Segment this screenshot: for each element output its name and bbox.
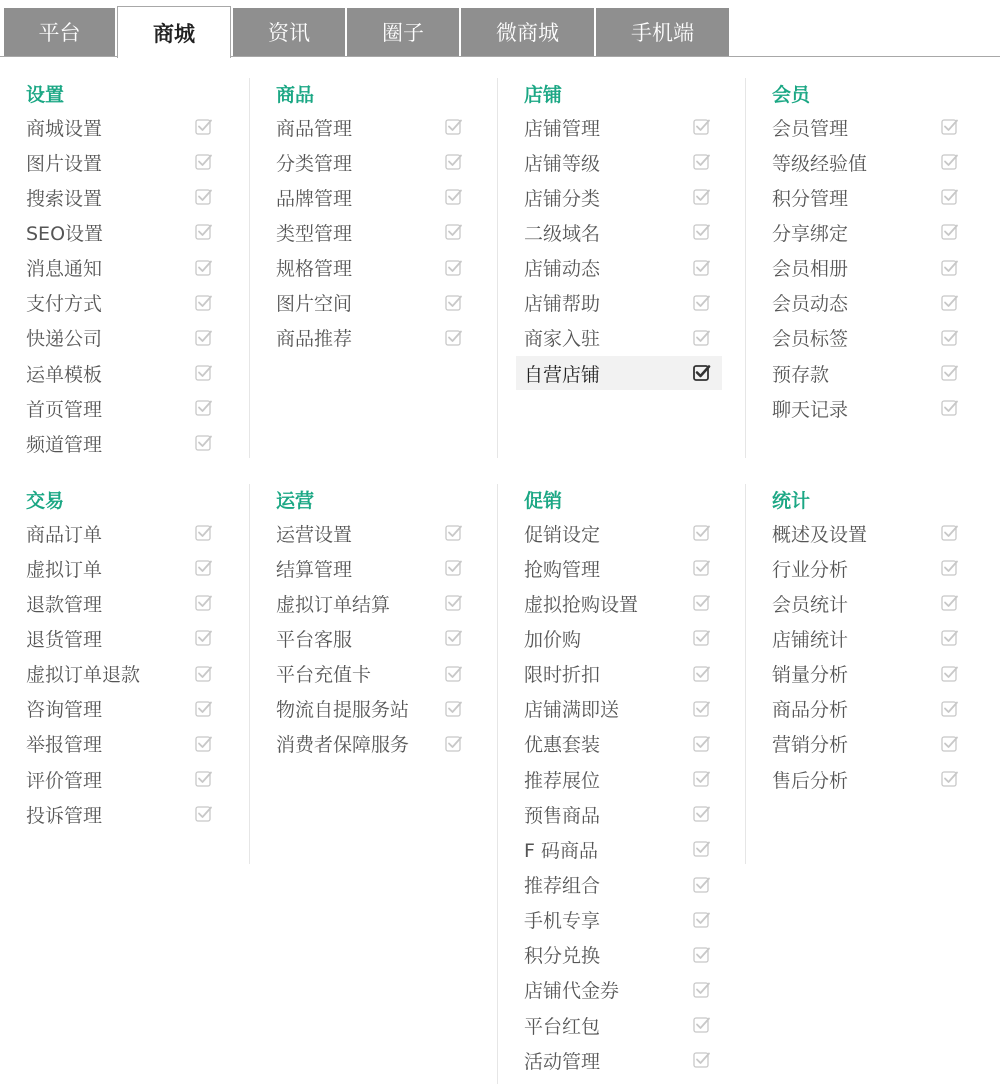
checkbox-check-icon[interactable] <box>444 258 464 278</box>
checkbox-check-icon[interactable] <box>444 734 464 754</box>
permission-label: 活动管理 <box>524 1050 601 1073</box>
permission-item[interactable] <box>268 286 474 320</box>
permission-label: 首页管理 <box>26 398 103 421</box>
permission-label: 限时折扣 <box>524 664 601 687</box>
permission-item[interactable] <box>18 762 224 796</box>
permission-item[interactable] <box>18 692 224 726</box>
permission-item[interactable] <box>516 903 722 937</box>
permission-label: 店铺帮助 <box>524 293 601 316</box>
permission-item[interactable] <box>268 215 474 249</box>
checkbox-check-icon[interactable] <box>194 593 214 613</box>
permission-label: 类型管理 <box>276 222 353 245</box>
checkbox-check-icon[interactable] <box>940 769 960 789</box>
permission-label: 消息通知 <box>26 258 103 281</box>
permission-label: 退货管理 <box>26 628 103 651</box>
permission-label: 加价购 <box>524 628 582 651</box>
permission-label: 快递公司 <box>26 328 103 351</box>
permission-item[interactable] <box>18 426 224 460</box>
permission-item[interactable] <box>516 657 722 691</box>
checkbox-check-icon[interactable] <box>194 363 214 383</box>
permission-item[interactable] <box>764 180 970 214</box>
permission-item[interactable] <box>516 110 722 144</box>
checkbox-check-icon[interactable] <box>940 398 960 418</box>
permission-item[interactable] <box>516 832 722 866</box>
permission-label: 预售商品 <box>524 804 601 827</box>
permission-label: 等级经验值 <box>772 152 868 175</box>
permission-item[interactable] <box>764 286 970 320</box>
section-store <box>497 78 746 458</box>
permission-item[interactable] <box>18 516 224 550</box>
permission-label: 售后分析 <box>772 769 849 792</box>
permission-label: 消费者保障服务 <box>276 734 410 757</box>
permission-label: 积分兑换 <box>524 945 601 968</box>
checkbox-check-icon[interactable] <box>194 328 214 348</box>
permission-item[interactable] <box>516 1043 722 1077</box>
checkbox-check-icon[interactable] <box>692 875 712 895</box>
permission-item[interactable] <box>268 145 474 179</box>
permission-item[interactable] <box>18 215 224 249</box>
permission-item[interactable] <box>268 727 474 761</box>
permission-item[interactable] <box>764 215 970 249</box>
section-title: 运营 <box>276 490 315 512</box>
permission-item[interactable] <box>764 391 970 425</box>
permission-item[interactable] <box>516 251 722 285</box>
permission-label: 营销分析 <box>772 734 849 757</box>
checkbox-check-icon[interactable] <box>692 945 712 965</box>
checkbox-check-icon[interactable] <box>444 293 464 313</box>
permission-item[interactable] <box>18 321 224 355</box>
checkbox-check-icon[interactable] <box>444 328 464 348</box>
permission-item[interactable] <box>516 215 722 249</box>
permission-label: 店铺代金券 <box>524 980 620 1003</box>
section-promotion <box>497 484 746 1084</box>
section-title: 店铺 <box>524 84 563 106</box>
checkbox-check-icon[interactable] <box>194 433 214 453</box>
checkbox-check-icon[interactable] <box>194 523 214 543</box>
permission-item[interactable] <box>18 586 224 620</box>
checkbox-check-icon[interactable] <box>444 523 464 543</box>
permission-label: 运营设置 <box>276 523 353 546</box>
checkbox-check-icon[interactable] <box>194 734 214 754</box>
permission-label: 虚拟订单 <box>26 558 103 581</box>
checkbox-check-icon[interactable] <box>692 910 712 930</box>
checkbox-check-icon[interactable] <box>194 293 214 313</box>
checkbox-check-icon[interactable] <box>692 117 712 137</box>
permission-item[interactable] <box>18 391 224 425</box>
permission-label: 会员统计 <box>772 593 849 616</box>
permission-item[interactable] <box>764 692 970 726</box>
permission-item[interactable] <box>18 657 224 691</box>
checkbox-check-icon[interactable] <box>692 152 712 172</box>
permission-label: 结算管理 <box>276 558 353 581</box>
section-member <box>745 78 994 458</box>
checkbox-check-icon[interactable] <box>940 117 960 137</box>
permission-label: 平台客服 <box>276 628 353 651</box>
checkbox-check-icon[interactable] <box>692 523 712 543</box>
permission-item[interactable] <box>516 727 722 761</box>
permission-label: 虚拟订单结算 <box>276 593 391 616</box>
permission-label: 预存款 <box>772 363 830 386</box>
permission-label: 商品推荐 <box>276 328 353 351</box>
checkbox-check-icon[interactable] <box>940 628 960 648</box>
permission-label: 促销设定 <box>524 523 601 546</box>
permission-item[interactable] <box>764 551 970 585</box>
permission-label: 概述及设置 <box>772 523 868 546</box>
checkbox-check-icon[interactable] <box>940 222 960 242</box>
checkbox-check-icon[interactable] <box>444 558 464 578</box>
checkbox-check-icon[interactable] <box>940 293 960 313</box>
permission-item[interactable] <box>764 251 970 285</box>
checkbox-check-icon[interactable] <box>194 258 214 278</box>
section-title: 设置 <box>26 84 65 106</box>
permission-label: 支付方式 <box>26 293 103 316</box>
permission-label: 商家入驻 <box>524 328 601 351</box>
checkbox-check-icon[interactable] <box>194 187 214 207</box>
permission-item[interactable] <box>764 321 970 355</box>
tab-mobile[interactable]: 手机端 <box>596 8 729 56</box>
checkbox-check-icon[interactable] <box>940 734 960 754</box>
permission-item[interactable] <box>764 110 970 144</box>
checkbox-check-icon[interactable] <box>444 187 464 207</box>
permission-item[interactable] <box>516 145 722 179</box>
permission-item[interactable] <box>18 251 224 285</box>
permission-label: 会员管理 <box>772 117 849 140</box>
checkbox-check-icon[interactable] <box>692 699 712 719</box>
section-title: 统计 <box>772 490 811 512</box>
checkbox-check-icon[interactable] <box>692 1015 712 1035</box>
permission-item[interactable] <box>18 797 224 831</box>
checkbox-check-icon[interactable] <box>444 222 464 242</box>
checkbox-check-icon[interactable] <box>194 804 214 824</box>
checkbox-check-icon[interactable] <box>194 558 214 578</box>
permission-item[interactable] <box>764 145 970 179</box>
permission-item[interactable] <box>18 727 224 761</box>
checkbox-check-icon[interactable] <box>692 734 712 754</box>
permission-label: 自营店铺 <box>524 363 601 386</box>
checkbox-check-icon[interactable] <box>194 398 214 418</box>
permission-label: 平台红包 <box>524 1015 601 1038</box>
permission-label: 商品分析 <box>772 699 849 722</box>
permission-label: 分类管理 <box>276 152 353 175</box>
permission-item[interactable] <box>268 586 474 620</box>
permission-item[interactable] <box>18 551 224 585</box>
permission-item[interactable] <box>18 621 224 655</box>
permission-label: 积分管理 <box>772 187 849 210</box>
checkbox-check-icon[interactable] <box>940 363 960 383</box>
permission-label: 店铺分类 <box>524 187 601 210</box>
checkbox-check-icon[interactable] <box>692 593 712 613</box>
permission-item[interactable] <box>18 110 224 144</box>
permission-label: 推荐展位 <box>524 769 601 792</box>
permission-label: 店铺等级 <box>524 152 601 175</box>
permission-label: 抢购管理 <box>524 558 601 581</box>
permission-label: 手机专享 <box>524 910 601 933</box>
permission-item[interactable] <box>268 321 474 355</box>
permission-label: 虚拟订单退款 <box>26 664 141 687</box>
permission-label: 商城设置 <box>26 117 103 140</box>
permission-label: 虚拟抢购设置 <box>524 593 639 616</box>
permission-item[interactable] <box>764 762 970 796</box>
permission-item[interactable] <box>764 727 970 761</box>
checkbox-check-icon[interactable] <box>692 1050 712 1070</box>
permission-item[interactable] <box>516 621 722 655</box>
checkbox-check-icon[interactable] <box>444 117 464 137</box>
checkbox-check-icon[interactable] <box>692 769 712 789</box>
checkbox-check-icon[interactable] <box>444 628 464 648</box>
section-title: 交易 <box>26 490 65 512</box>
permission-label: 物流自提服务站 <box>276 699 410 722</box>
permission-label: 会员标签 <box>772 328 849 351</box>
permission-item[interactable] <box>516 286 722 320</box>
permission-item[interactable] <box>516 356 722 390</box>
permission-label: 举报管理 <box>26 734 103 757</box>
tab-circle[interactable]: 圈子 <box>347 8 459 56</box>
section-title: 商品 <box>276 84 315 106</box>
checkbox-check-icon[interactable] <box>444 699 464 719</box>
permission-label: 二级域名 <box>524 222 601 245</box>
permission-label: 会员动态 <box>772 293 849 316</box>
checkbox-check-icon[interactable] <box>692 839 712 859</box>
permission-item[interactable] <box>516 1008 722 1042</box>
checkbox-check-icon[interactable] <box>194 152 214 172</box>
permission-item[interactable] <box>516 973 722 1007</box>
permission-label: 销量分析 <box>772 664 849 687</box>
permission-item[interactable] <box>764 657 970 691</box>
permission-item[interactable] <box>516 797 722 831</box>
permission-item[interactable] <box>516 586 722 620</box>
permission-label: F 码商品 <box>524 839 598 862</box>
permission-item[interactable] <box>516 762 722 796</box>
module-tab-bar <box>0 0 1000 58</box>
permission-label: 图片设置 <box>26 152 103 175</box>
checkbox-check-icon[interactable] <box>444 664 464 684</box>
permission-item[interactable] <box>268 621 474 655</box>
checkbox-check-icon[interactable] <box>194 628 214 648</box>
checkbox-check-icon[interactable] <box>692 258 712 278</box>
checkbox-check-icon[interactable] <box>940 152 960 172</box>
permission-item[interactable] <box>268 251 474 285</box>
permission-label: 店铺统计 <box>772 628 849 651</box>
permission-item[interactable] <box>268 692 474 726</box>
permission-label: 评价管理 <box>26 769 103 792</box>
section-title: 促销 <box>524 490 563 512</box>
permission-item[interactable] <box>516 516 722 550</box>
permission-item[interactable] <box>764 621 970 655</box>
permission-label: 频道管理 <box>26 433 103 456</box>
permission-item[interactable] <box>18 286 224 320</box>
permission-item[interactable] <box>268 516 474 550</box>
permission-label: 投诉管理 <box>26 804 103 827</box>
checkbox-check-icon[interactable] <box>940 699 960 719</box>
checkbox-check-icon[interactable] <box>940 558 960 578</box>
checkbox-check-icon[interactable] <box>444 593 464 613</box>
tab-news[interactable]: 资讯 <box>233 8 345 56</box>
permission-item[interactable] <box>516 868 722 902</box>
checkbox-check-icon[interactable] <box>194 769 214 789</box>
permission-label: 商品管理 <box>276 117 353 140</box>
section-trade <box>0 484 248 864</box>
section-title: 会员 <box>772 84 811 106</box>
permission-label: 推荐组合 <box>524 875 601 897</box>
permission-item[interactable] <box>764 356 970 390</box>
checkbox-check-icon[interactable] <box>444 152 464 172</box>
section-settings <box>0 78 248 458</box>
permission-label: 咨询管理 <box>26 699 103 722</box>
permission-label: 优惠套装 <box>524 734 601 757</box>
permission-label: 店铺管理 <box>524 117 601 140</box>
permission-item[interactable] <box>268 657 474 691</box>
checkbox-check-icon[interactable] <box>194 117 214 137</box>
checkbox-check-icon[interactable] <box>692 328 712 348</box>
permission-label: 运单模板 <box>26 363 103 386</box>
permission-label: 规格管理 <box>276 258 353 281</box>
permission-item[interactable] <box>268 551 474 585</box>
permission-item[interactable] <box>516 551 722 585</box>
checkbox-check-icon[interactable] <box>940 328 960 348</box>
checkbox-check-icon[interactable] <box>692 222 712 242</box>
checkbox-check-icon[interactable] <box>940 523 960 543</box>
permission-item[interactable] <box>764 586 970 620</box>
permission-label: 分享绑定 <box>772 222 849 245</box>
permission-item[interactable] <box>516 321 722 355</box>
permission-item[interactable] <box>516 692 722 726</box>
tab-mall[interactable]: 商城 <box>117 6 231 58</box>
section-operation <box>249 484 498 864</box>
permission-label: 搜索设置 <box>26 187 103 210</box>
permission-item[interactable] <box>268 110 474 144</box>
permission-label: 店铺满即送 <box>524 699 620 722</box>
tab-wechat-mall[interactable]: 微商城 <box>461 8 594 56</box>
permission-label: 聊天记录 <box>772 398 849 421</box>
checkbox-check-icon[interactable] <box>940 664 960 684</box>
checkbox-check-icon[interactable] <box>194 664 214 684</box>
permission-item[interactable] <box>516 180 722 214</box>
permission-item[interactable] <box>764 516 970 550</box>
permission-item[interactable] <box>18 180 224 214</box>
permission-label: 退款管理 <box>26 593 103 616</box>
permission-item[interactable] <box>18 356 224 390</box>
section-statistics <box>745 484 994 864</box>
checkbox-check-icon[interactable] <box>194 699 214 719</box>
checkbox-check-icon[interactable] <box>692 804 712 824</box>
checkbox-check-icon[interactable] <box>692 664 712 684</box>
checkbox-check-icon[interactable] <box>940 258 960 278</box>
checkbox-check-icon[interactable] <box>692 980 712 1000</box>
permission-label: 商品订单 <box>26 523 103 546</box>
permission-label: 图片空间 <box>276 293 353 316</box>
checkbox-check-icon[interactable] <box>692 558 712 578</box>
checkbox-check-icon[interactable] <box>194 222 214 242</box>
permission-label: SEO设置 <box>26 222 104 245</box>
checkbox-check-icon[interactable] <box>940 593 960 613</box>
permission-label: 平台充值卡 <box>276 664 372 687</box>
checkbox-check-icon[interactable] <box>692 628 712 648</box>
permission-item[interactable] <box>18 145 224 179</box>
permission-label: 店铺动态 <box>524 258 601 281</box>
permission-label: 行业分析 <box>772 558 849 581</box>
checkbox-check-icon[interactable] <box>692 187 712 207</box>
permission-label: 会员相册 <box>772 258 849 281</box>
permission-label: 品牌管理 <box>276 187 353 210</box>
checkbox-check-icon[interactable] <box>940 187 960 207</box>
permission-item[interactable] <box>516 938 722 972</box>
tab-platform[interactable]: 平台 <box>4 8 115 56</box>
permission-item[interactable] <box>268 180 474 214</box>
checkbox-check-icon[interactable] <box>692 363 712 383</box>
checkbox-check-icon[interactable] <box>692 293 712 313</box>
section-goods <box>249 78 498 458</box>
